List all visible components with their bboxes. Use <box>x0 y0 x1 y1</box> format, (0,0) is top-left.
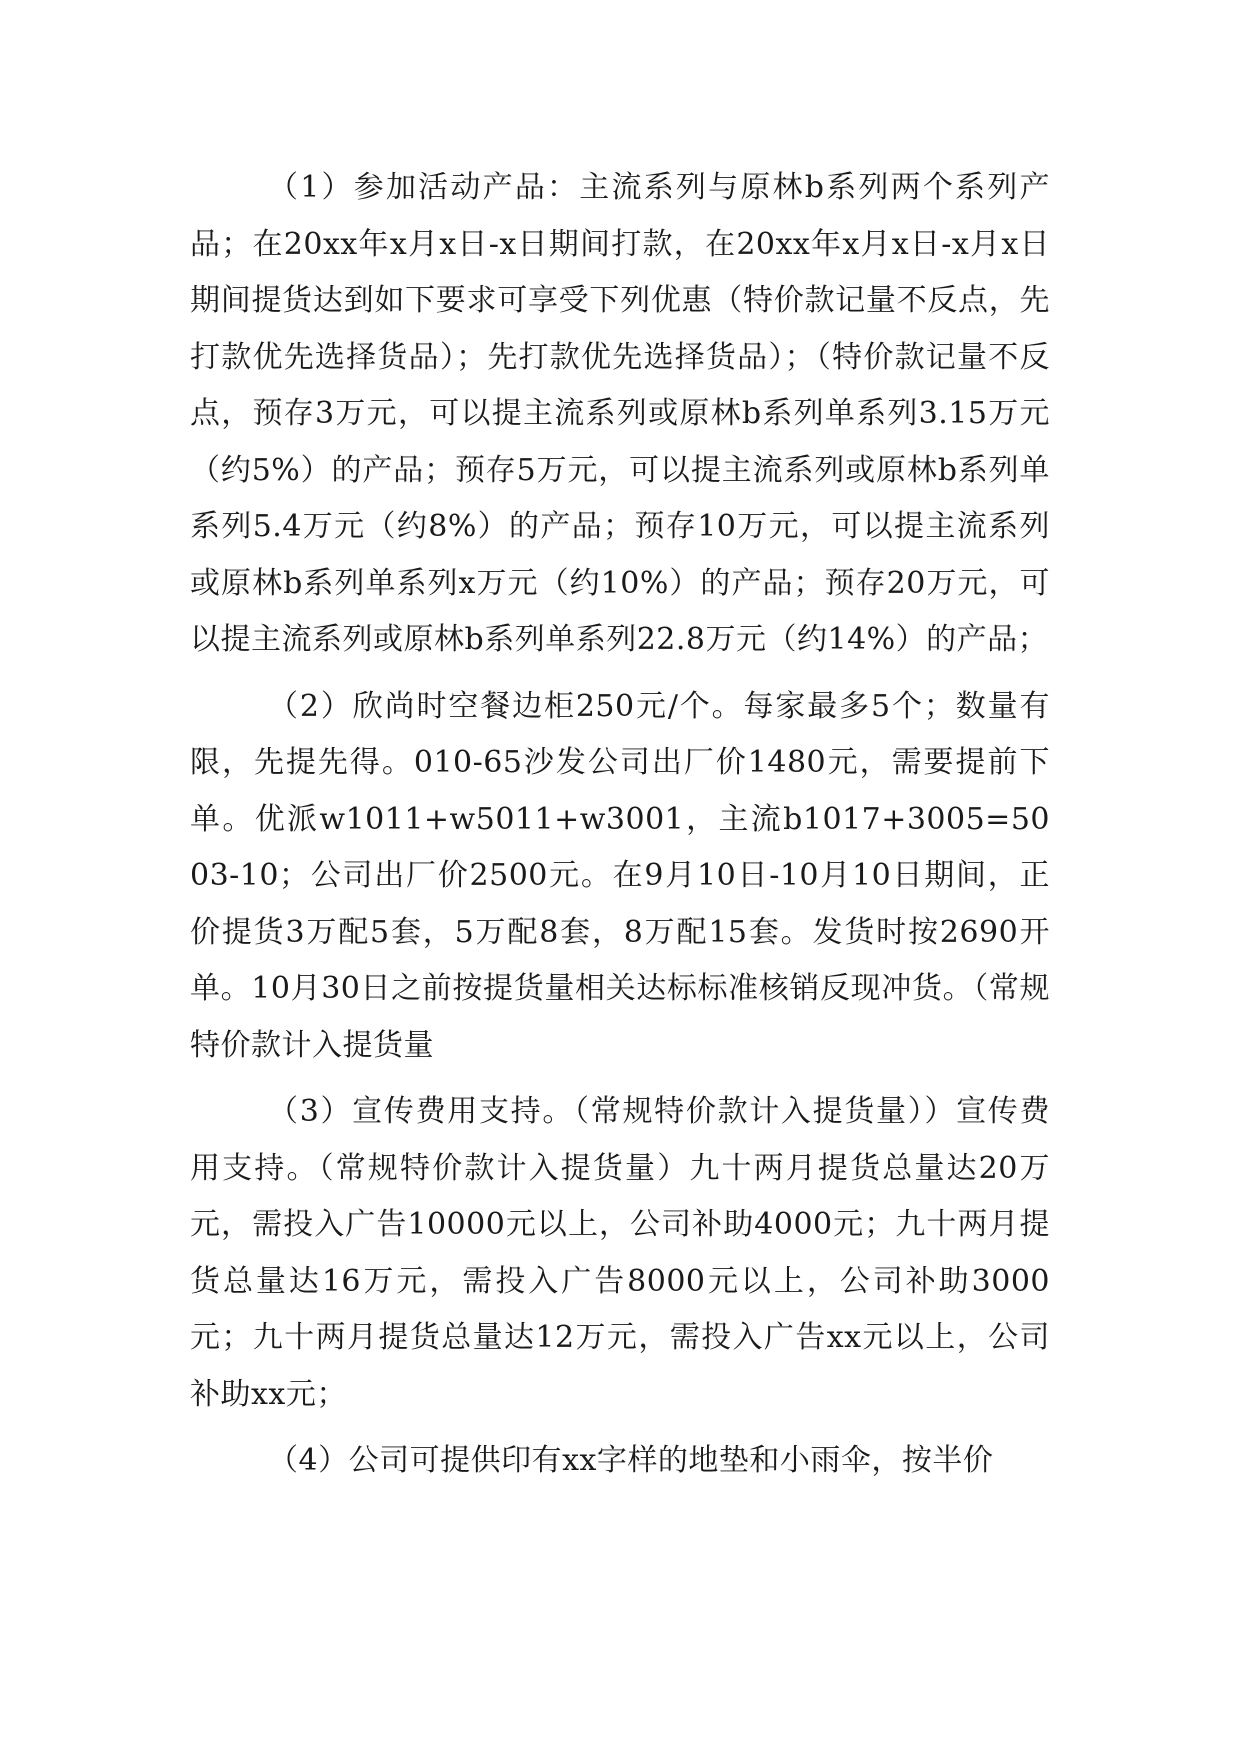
paragraph-3: （3）宣传费用支持。（常规特价款计入提货量））宣传费用支持。（常规特价款计入提货量）九十两月提货总量达20万元，需投入广告10000元以上，公司补助4000元；九十两月提货总量达16万元，需投入广告8000元以上，公司补助3000元；九十两月提货总量达12万元，需投入广告xx元以上，公司补助xx元； <box>190 1094 1050 1412</box>
paragraph-2: （2）欣尚时空餐边柜250元/个。每家最多5个；数量有限，先提先得。010-65沙发公司出厂价1480元，需要提前下单。优派w1011+w5011+w3001，主流b1017+3005=5003-10；公司出厂价2500元。在9月10日-10月10日期间，正价提货3万配5套，5万配8套，8万配15套。发货时按2690开单。10月30日之前按提货量相关达标标准核销反现冲货。（常规特价款计入提货量 <box>190 688 1050 1063</box>
document-body <box>190 160 1050 1500</box>
paragraph-4: （4）公司可提供印有xx字样的地垫和小雨伞，按半价 <box>268 1443 994 1478</box>
paragraph-1: （1）参加活动产品：主流系列与原林b系列两个系列产品；在20xx年x月x日-x日期间打款，在20xx年x月x日-x月x日期间提货达到如下要求可享受下列优惠（特价款记量不反点，先打款优先选择货品）；先打款优先选择货品）；（特价款记量不反点，预存3万元，可以提主流系列或原林b系列单系列3.15万元（约5%）的产品；预存5万元，可以提主流系列或原林b系列单系列5.4万元（约8%）的产品；预存10万元，可以提主流系列或原林b系列单系列x万元（约10%）的产品；预存20万元，可以提主流系列或原林b系列单系列22.8万元（约14%）的产品； <box>190 170 1050 657</box>
